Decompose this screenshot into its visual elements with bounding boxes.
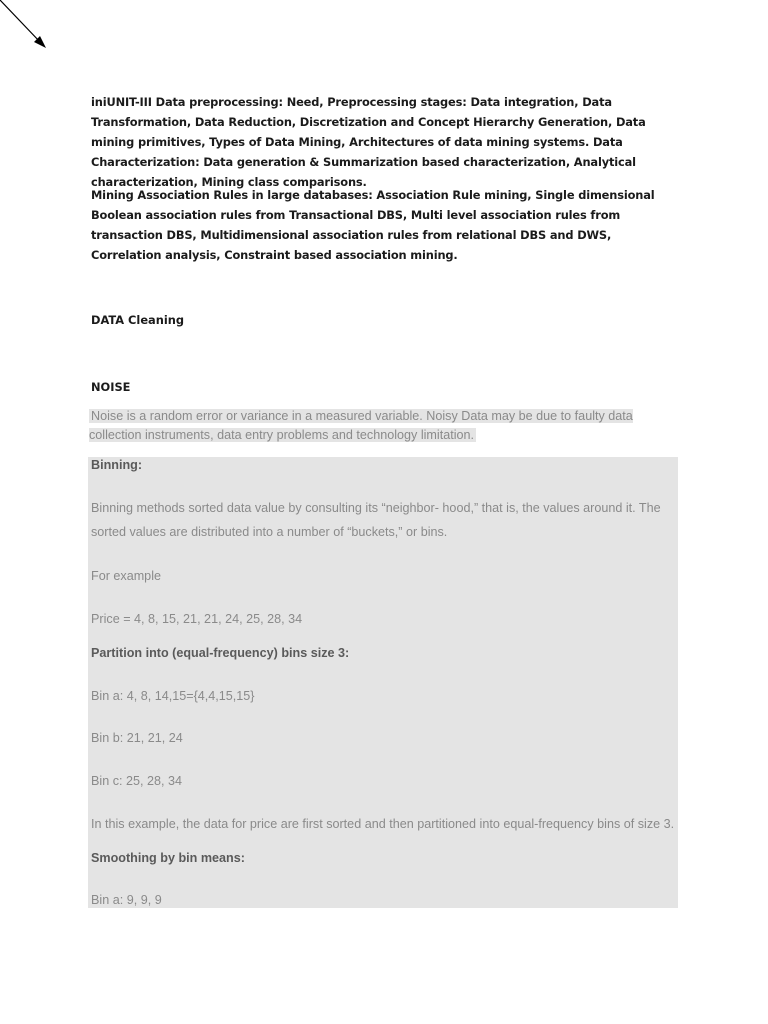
heading-noise: NOISE	[91, 380, 131, 394]
noise-definition	[89, 407, 649, 445]
syllabus-paragraph-1: iniUNIT-III Data preprocessing: Need, Preprocessing stages: Data integration, Data Transformation, Data Reduction, Discretization and Concept Hierarchy Generation, Data mining primitives, Types of Data Mining, Architectures of data mining systems. Data Characterization: Data generation & Summarization based characterization, Analytical characterization, Mining class comparisons.	[91, 95, 646, 189]
binning-description: Binning methods sorted data value by consulting its “neighbor- hood,” that is, the values around it. The sorted values are distributed into a number of “buckets,” or bins.	[91, 501, 661, 539]
smoothing-title: Smoothing by bin means:	[91, 851, 245, 865]
binning-title: Binning:	[91, 458, 143, 472]
bin-c-partition: Bin c: 25, 28, 34	[91, 774, 183, 788]
for-example-label: For example	[91, 569, 161, 583]
partition-title: Partition into (equal-frequency) bins size 3:	[91, 646, 350, 660]
arrow-cursor-icon	[0, 0, 60, 60]
syllabus-paragraph-2: Mining Association Rules in large databases: Association Rule mining, Single dimensional Boolean association rules from Transactional DBS, Multi level association rules from transaction DBS, Multidimensional association rules from relational DBS and DWS, Correlation analysis, Constraint based association mining.	[91, 188, 655, 262]
price-list: Price = 4, 8, 15, 21, 21, 24, 25, 28, 34	[91, 612, 303, 626]
noise-definition-text: Noise is a random error or variance in a measured variable. Noisy Data may be due to faulty data collection instruments, data entry problems and technology limitation.	[89, 409, 633, 442]
example-note: In this example, the data for price are first sorted and then partitioned into equal-frequency bins of size 3.	[91, 817, 675, 831]
bin-a-partition: Bin a: 4, 8, 14,15={4,4,15,15}	[91, 689, 255, 703]
heading-data-cleaning: DATA Cleaning	[91, 313, 185, 327]
smoothing-bin-a: Bin a: 9, 9, 9	[91, 893, 162, 907]
bin-b-partition: Bin b: 21, 21, 24	[91, 731, 183, 745]
